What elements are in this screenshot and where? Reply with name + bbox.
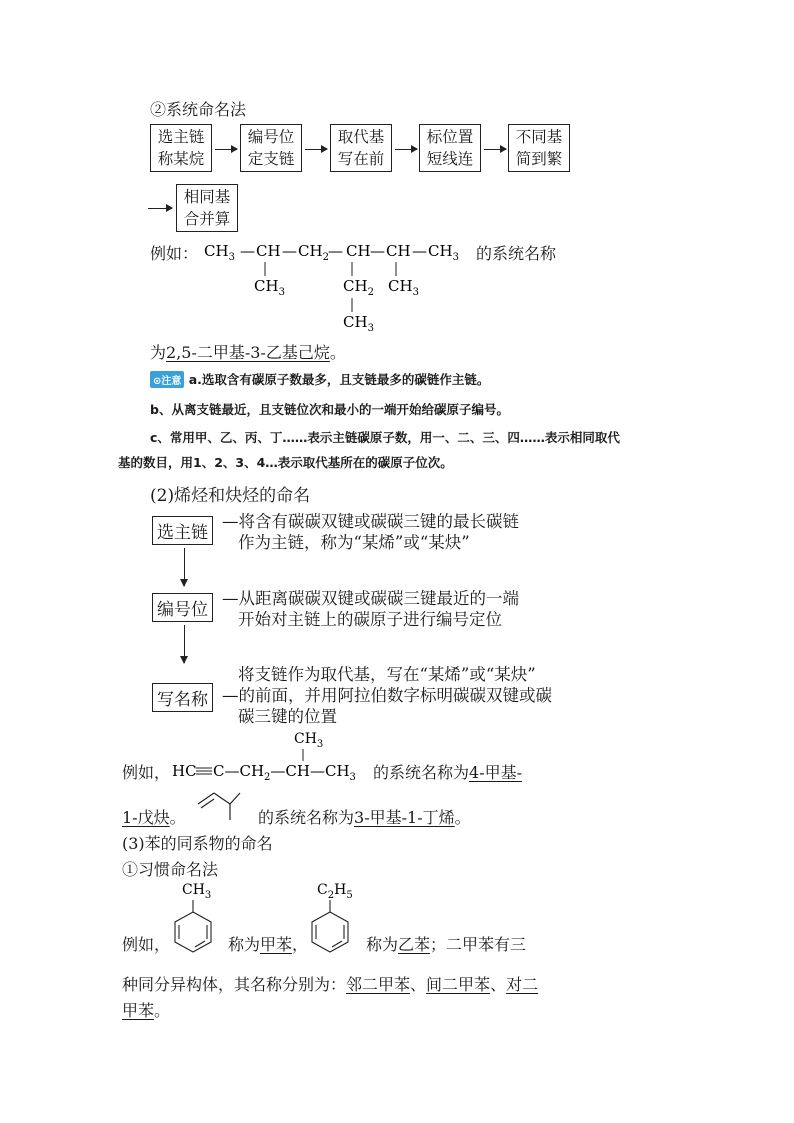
text: 、	[410, 975, 427, 994]
section3-subtitle: ①习惯命名法	[122, 860, 219, 879]
down-arrow	[184, 548, 185, 586]
answer-name: 3-甲基-1-丁烯	[354, 808, 455, 827]
note-badge: ⊙注意	[150, 371, 184, 388]
section-title: ②系统命名法	[150, 100, 247, 119]
svg-text:—: —	[412, 242, 427, 260]
svg-text:CH: CH	[346, 242, 371, 260]
desc-line: 作为主链，称为“某烯”或“某炔”	[238, 533, 470, 552]
answer-name: 甲苯	[122, 1001, 155, 1020]
text: 。	[329, 343, 346, 362]
answer-name: 间二甲苯	[426, 975, 491, 994]
svg-text:—: —	[282, 242, 297, 260]
svg-text:CH3: $CH_3$	[388, 277, 419, 298]
answer-name: 邻二甲苯	[346, 975, 411, 994]
text: 的系统名称为	[258, 808, 355, 827]
answer-name: 甲苯	[260, 935, 293, 954]
example1-prefix: 例如：	[150, 244, 199, 263]
text: 。	[169, 808, 186, 827]
flow-step-line: 合并算	[183, 210, 231, 228]
flow-step-line: 选主链	[157, 128, 205, 146]
text: 。	[154, 1001, 171, 1020]
flow-step-5	[508, 124, 570, 172]
flow-step-line: 标位置	[426, 128, 474, 146]
svg-text:HC: HC	[172, 762, 197, 780]
example1-suffix: 的系统名称	[476, 244, 557, 263]
svg-text:CH2: $CH_2$	[298, 242, 329, 263]
desc-line: 开始对主链上的碳原子进行编号定位	[238, 610, 502, 629]
svg-text:—: —	[328, 242, 343, 260]
step-box-number: 编号位	[152, 593, 213, 622]
text: ；二甲苯有三	[430, 935, 527, 954]
answer-name: 1-戊炔	[122, 808, 170, 827]
svg-text:CH: CH	[256, 242, 281, 260]
flow-step-line: 取代基	[337, 128, 385, 146]
flow-step-2	[240, 124, 302, 172]
note-a	[150, 370, 489, 388]
step-desc-3	[222, 664, 552, 727]
svg-text:CH: CH	[386, 242, 411, 260]
flow-arrow	[215, 149, 237, 150]
answer-name: 对二	[506, 975, 539, 994]
note-a-text: a.选取含有碳原子数最多，且支链最多的碳链作主链。	[188, 372, 490, 387]
svg-text:—: —	[370, 242, 385, 260]
example1-result	[150, 340, 346, 363]
flow-arrow	[148, 208, 172, 209]
flow-step-line: 称某烷	[157, 150, 205, 168]
answer-name: 2,5-二甲基-3-乙基己烷	[166, 343, 330, 362]
text: 为	[150, 343, 167, 362]
text: 称为	[366, 935, 399, 954]
flow-step-line: 定支链	[247, 150, 295, 168]
flow-step-4	[419, 124, 481, 172]
note-b: b、从离支链最近，且支链位次和最小的一端开始给碳原子编号。	[150, 402, 509, 417]
text: ，	[292, 935, 309, 954]
text: 的系统名称为	[373, 763, 470, 782]
note-badge-label: 注意	[161, 376, 182, 387]
svg-text:CH3: $CH_3$	[254, 277, 285, 298]
text: 。	[454, 808, 471, 827]
svg-text:C—CH2—CH—CH3: $C—CH_2—CH—CH_3$	[213, 762, 356, 783]
step-box-select-chain: 选主链	[152, 516, 213, 545]
text: 、	[490, 975, 507, 994]
note-c-line2: 基的数目，用1、2、3、4…表示取代基所在的碳原子位次。	[118, 455, 453, 470]
section2-title: (2)烯烃和炔烃的命名	[150, 486, 311, 506]
example3-text	[258, 805, 471, 828]
flow-step-line: 不同基	[515, 128, 563, 146]
text: 称为	[228, 935, 261, 954]
flow-arrow	[395, 149, 417, 150]
flow-step-line: 简到繁	[515, 150, 563, 168]
svg-text:—: —	[240, 242, 255, 260]
toluene-label	[228, 932, 308, 955]
section3-title: (3)苯的同系物的命名	[122, 834, 273, 853]
step-desc-2	[222, 588, 519, 630]
svg-text:CH2: $CH_2$	[343, 277, 374, 298]
svg-text:CH3: $CH_3$	[343, 313, 374, 333]
example2-mid	[373, 760, 522, 783]
flow-arrow	[484, 149, 506, 150]
flow-step-6	[176, 184, 238, 232]
step-desc-1	[222, 511, 519, 553]
example2-prefix: 例如，	[122, 763, 171, 782]
answer-name: 4-甲基-	[469, 763, 523, 782]
benzene-ex-prefix: 例如，	[122, 935, 171, 954]
text: 种同分异构体，其名称分别为：	[122, 975, 347, 994]
desc-line: 将支链作为取代基，写在“某烯”或“某炔”	[238, 665, 536, 684]
desc-line: —的前面，并用阿拉伯数字标明碳碳双键或碳	[222, 686, 552, 705]
desc-line: —从距离碳碳双键或碳碳三键最近的一端	[222, 589, 519, 608]
flow-step-1	[150, 124, 212, 172]
down-arrow	[184, 625, 185, 663]
answer-name: 乙苯	[398, 935, 431, 954]
flow-step-line: 编号位	[247, 128, 295, 146]
svg-text:CH3: $CH_3$	[294, 731, 324, 750]
svg-text:CH3: $CH_3$	[182, 882, 212, 901]
xylene-line	[122, 972, 538, 995]
note-c-line1: c、常用甲、乙、丙、丁……表示主链碳原子数，用一、二、三、四……表示相同取代	[150, 430, 620, 445]
desc-line: 碳三键的位置	[238, 707, 337, 726]
svg-text:C2H5: $C_2H_5$	[317, 882, 353, 901]
flow-step-line: 相同基	[183, 188, 231, 206]
step-box-write-name: 写名称	[152, 683, 213, 712]
flow-step-line: 写在前	[337, 150, 385, 168]
example2-cont	[122, 805, 186, 828]
xylene-line-2	[122, 998, 170, 1021]
svg-text:CH3: $CH_3$	[428, 242, 459, 263]
svg-text:CH3: $CH_3$	[204, 242, 235, 263]
desc-line: —将含有碳碳双键或碳碳三键的最长碳链	[222, 512, 519, 531]
ethylbenzene-label	[366, 932, 526, 955]
flow-step-3	[330, 124, 392, 172]
flow-step-line: 短线连	[426, 150, 474, 168]
flow-arrow	[305, 149, 327, 150]
